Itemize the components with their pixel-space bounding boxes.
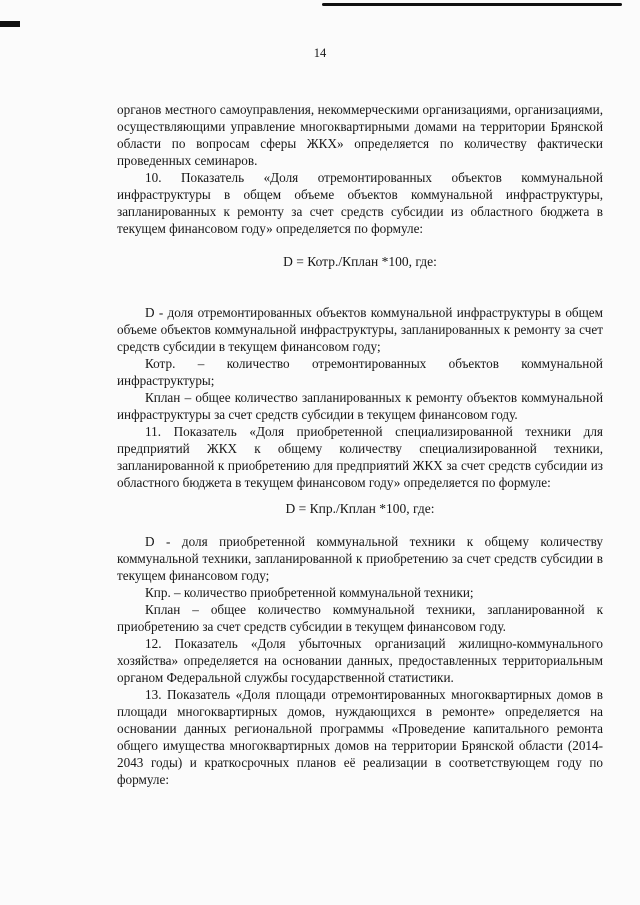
- paragraph-item-11: 11. Показатель «Доля приобретенной специализированной техники для предприятий ЖКХ к общему количеству специализированной техники, запланированной к приобретению для предприятий ЖКХ за счет средств субсидии из областного бюджета в текущем финансовом году» определяется по формуле:: [117, 424, 603, 490]
- definition-kpr: Кпр. – количество приобретенной коммунальной техники;: [145, 585, 474, 600]
- paragraph-item-13: 13. Показатель «Доля площади отремонтированных многоквартирных домов в площади многоквартирных домов, нуждающихся в ремонте» определяется на основании данных региональной программы «Проведение капитального ремонта общего имущества многоквартирных домов на территории Брянской области (2014-2043 годы) и краткосрочных планов её реализации в соответствующем году по формуле:: [117, 687, 603, 787]
- definition-kplan-11: Кплан – общее количество коммунальной техники, запланированной к приобретению за счет средств субсидии в текущем финансовом году.: [117, 602, 603, 634]
- paragraph-item-10: 10. Показатель «Доля отремонтированных объектов коммунальной инфраструктуры в общем объеме объектов коммунальной инфраструктуры, запланированных к ремонту за счет средств субсидии из областного бюджета в текущем финансовом году» определяется по формуле:: [117, 170, 603, 236]
- paragraph-p1: органов местного самоуправления, некоммерческими организациями, организациями, осуществляющими управление многоквартирными домами на территории Брянской области по вопросам сферы ЖКХ» определяется по количеству фактически проведенных семинаров.: [117, 102, 603, 168]
- definition-kotr: Котр. – количество отремонтированных объектов коммунальной инфраструктуры;: [117, 356, 603, 388]
- page-number: 14: [313, 46, 327, 60]
- definition-d-11: D - доля приобретенной коммунальной техники к общему количеству коммунальной техники, запланированной к приобретению за счет средств субсидии в текущем финансовом году;: [117, 534, 603, 583]
- definition-d-10: D - доля отремонтированных объектов коммунальной инфраструктуры в общем объеме объектов коммунальной инфраструктуры, запланированных к ремонту за счет средств субсидии в текущем финансовом году;: [117, 305, 603, 354]
- paragraph-item-12: 12. Показатель «Доля убыточных организаций жилищно-коммунального хозяйства» определяется на основании данных, предоставленных территориальным органом Федеральной службы государственной статистики.: [117, 636, 603, 685]
- document-body: [117, 101, 603, 788]
- scan-artifact-top: [322, 3, 622, 6]
- scan-artifact-left: [0, 21, 20, 27]
- formula-11: D = Кпр./Кплан *100, где:: [285, 501, 435, 516]
- formula-10: D = Котр./Кплан *100, где:: [283, 254, 437, 269]
- definition-kplan-10: Кплан – общее количество запланированных к ремонту объектов коммунальной инфраструктуры за счет средств субсидии в текущем финансовом году.: [117, 390, 603, 422]
